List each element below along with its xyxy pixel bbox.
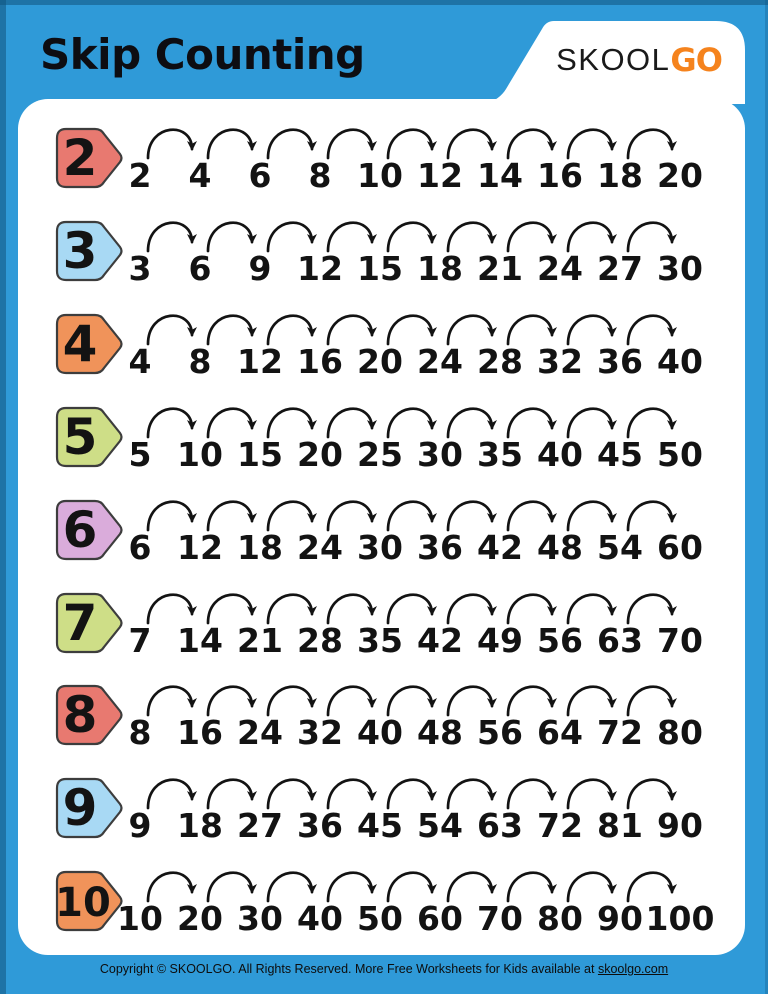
page-title: Skip Counting xyxy=(40,30,365,79)
skip-arrow xyxy=(148,130,192,158)
skip-arrow xyxy=(448,873,492,901)
skip-counting-row-8 xyxy=(18,684,745,756)
badge-number: 10 xyxy=(55,880,111,927)
logo-text-go: GO xyxy=(670,41,722,79)
sequence-number: 20 xyxy=(357,341,403,381)
sequence-number: 6 xyxy=(248,156,272,195)
skip-arrow xyxy=(208,223,252,251)
skip-arrow xyxy=(388,130,432,158)
skip-counting-row-4 xyxy=(18,313,745,385)
skip-arrow xyxy=(328,594,372,622)
skip-arrow xyxy=(328,408,372,436)
sequence-number: 49 xyxy=(477,620,523,660)
sequence-number: 32 xyxy=(537,341,583,381)
sequence-number: 20 xyxy=(297,434,343,474)
skip-arrow xyxy=(508,223,552,251)
sequence-number: 28 xyxy=(297,620,343,660)
skip-arrow xyxy=(328,501,372,529)
skip-arrow xyxy=(448,501,492,529)
number-sequence xyxy=(18,870,745,942)
skip-counting-row-9 xyxy=(18,777,745,849)
skip-arrow xyxy=(628,873,672,901)
skip-arrow xyxy=(568,780,612,808)
skip-arrow xyxy=(328,223,372,251)
sequence-number: 90 xyxy=(597,899,643,939)
skip-arrow xyxy=(148,501,192,529)
skip-arrow xyxy=(448,315,492,343)
skip-arrow xyxy=(628,223,672,251)
skip-arrow xyxy=(268,594,312,622)
sequence-number: 27 xyxy=(597,248,643,288)
sequence-number: 40 xyxy=(537,434,583,474)
number-sequence xyxy=(18,592,745,664)
skip-arrow xyxy=(388,687,432,715)
sequence-number: 32 xyxy=(297,713,343,753)
skip-arrow xyxy=(568,594,612,622)
skip-arrow xyxy=(568,501,612,529)
skip-arrow xyxy=(568,223,612,251)
skip-arrow xyxy=(448,687,492,715)
sequence-number: 70 xyxy=(477,899,523,939)
skip-arrow xyxy=(628,408,672,436)
sequence-number: 45 xyxy=(597,434,643,474)
skip-arrow xyxy=(148,315,192,343)
sequence-number: 20 xyxy=(657,156,703,195)
skip-arrow xyxy=(568,873,612,901)
skip-arrow xyxy=(508,130,552,158)
badge-number: 4 xyxy=(62,314,98,373)
sequence-number: 81 xyxy=(597,806,643,846)
sequence-number: 36 xyxy=(417,527,463,567)
skip-arrow xyxy=(568,687,612,715)
skip-arrow xyxy=(448,780,492,808)
skip-arrow xyxy=(268,873,312,901)
sequence-number: 80 xyxy=(657,713,703,753)
skip-arrow xyxy=(208,130,252,158)
skip-arrow xyxy=(148,780,192,808)
skip-arrow xyxy=(388,501,432,529)
sequence-number: 42 xyxy=(417,620,463,660)
sequence-number: 5 xyxy=(128,434,152,474)
number-sequence xyxy=(18,313,745,385)
skip-arrow xyxy=(448,223,492,251)
footer-link[interactable]: skoolgo.com xyxy=(597,962,669,976)
sequence-number: 4 xyxy=(128,341,152,381)
worksheet-panel xyxy=(18,99,745,955)
skip-arrow xyxy=(268,687,312,715)
sequence-number: 16 xyxy=(297,341,343,381)
skip-arrow xyxy=(208,873,252,901)
sequence-number: 6 xyxy=(188,248,212,288)
number-sequence xyxy=(18,127,745,199)
sequence-number: 56 xyxy=(477,713,523,753)
skip-arrow xyxy=(508,687,552,715)
skip-arrow xyxy=(508,780,552,808)
sequence-number: 72 xyxy=(597,713,643,753)
sequence-number: 30 xyxy=(657,248,703,288)
skip-arrow xyxy=(628,315,672,343)
sequence-number: 80 xyxy=(537,899,583,939)
sequence-number: 14 xyxy=(177,620,223,660)
number-sequence xyxy=(18,406,745,478)
skip-arrow xyxy=(388,873,432,901)
sequence-number: 18 xyxy=(417,248,463,288)
skip-arrow xyxy=(148,223,192,251)
skip-arrow xyxy=(628,501,672,529)
skip-arrow xyxy=(448,130,492,158)
skip-arrow xyxy=(628,130,672,158)
sequence-number: 21 xyxy=(237,620,283,660)
sequence-number: 12 xyxy=(177,527,223,567)
sequence-number: 40 xyxy=(657,341,703,381)
sequence-number: 9 xyxy=(248,248,272,288)
sequence-number: 14 xyxy=(477,156,523,195)
skip-arrow xyxy=(268,408,312,436)
skip-arrow xyxy=(148,687,192,715)
footer-text: Copyright © SKOOLGO. All Rights Reserved. More Free Worksheets for Kids available at xyxy=(99,962,598,976)
skip-arrow xyxy=(508,315,552,343)
skip-arrow xyxy=(388,223,432,251)
sequence-number: 3 xyxy=(128,248,152,288)
sequence-number: 28 xyxy=(477,341,523,381)
skip-arrow xyxy=(508,501,552,529)
sequence-number: 20 xyxy=(177,899,223,939)
sequence-number: 8 xyxy=(308,156,332,195)
sequence-number: 7 xyxy=(128,620,152,660)
skip-arrow xyxy=(148,408,192,436)
number-sequence xyxy=(18,777,745,849)
sequence-number: 35 xyxy=(357,620,403,660)
sequence-number: 12 xyxy=(417,156,463,195)
skip-arrow xyxy=(448,594,492,622)
skip-arrow xyxy=(208,501,252,529)
sequence-number: 54 xyxy=(417,806,463,846)
sequence-number: 25 xyxy=(357,434,403,474)
badge-number: 2 xyxy=(62,129,98,187)
skip-arrow xyxy=(508,873,552,901)
sequence-number: 72 xyxy=(537,806,583,846)
sequence-number: 100 xyxy=(645,899,715,939)
sequence-number: 10 xyxy=(177,434,223,474)
skip-arrow xyxy=(388,780,432,808)
sequence-number: 24 xyxy=(237,713,283,753)
sequence-number: 18 xyxy=(177,806,223,846)
sequence-number: 90 xyxy=(657,806,703,846)
skip-arrow xyxy=(628,687,672,715)
sequence-number: 50 xyxy=(357,899,403,939)
skip-counting-row-3 xyxy=(18,220,745,292)
sequence-number: 2 xyxy=(128,156,152,195)
sequence-number: 56 xyxy=(537,620,583,660)
sequence-number: 12 xyxy=(297,248,343,288)
sequence-number: 10 xyxy=(117,899,163,939)
sequence-number: 9 xyxy=(128,806,152,846)
sequence-number: 54 xyxy=(597,527,643,567)
skip-counting-row-7 xyxy=(18,592,745,664)
skip-arrow xyxy=(568,315,612,343)
sequence-number: 15 xyxy=(357,248,403,288)
sequence-number: 40 xyxy=(357,713,403,753)
sequence-number: 60 xyxy=(657,527,703,567)
sequence-number: 12 xyxy=(237,341,283,381)
skip-counting-row-2 xyxy=(18,127,745,199)
badge-number: 6 xyxy=(62,500,98,559)
skip-arrow xyxy=(568,130,612,158)
sequence-number: 36 xyxy=(297,806,343,846)
sequence-number: 50 xyxy=(657,434,703,474)
skip-arrow xyxy=(568,408,612,436)
skip-arrow xyxy=(388,315,432,343)
skip-arrow xyxy=(268,780,312,808)
skip-arrow xyxy=(328,780,372,808)
sequence-number: 36 xyxy=(597,341,643,381)
sequence-number: 30 xyxy=(417,434,463,474)
sequence-number: 15 xyxy=(237,434,283,474)
skip-arrow xyxy=(328,130,372,158)
sequence-number: 64 xyxy=(537,713,583,753)
skip-arrow xyxy=(208,780,252,808)
number-sequence xyxy=(18,499,745,571)
sequence-number: 21 xyxy=(477,248,523,288)
sequence-number: 16 xyxy=(177,713,223,753)
sequence-number: 8 xyxy=(188,341,212,381)
sequence-number: 30 xyxy=(357,527,403,567)
sequence-number: 63 xyxy=(597,620,643,660)
skip-arrow xyxy=(208,408,252,436)
sequence-number: 4 xyxy=(188,156,212,195)
skip-arrow xyxy=(388,408,432,436)
skip-arrow xyxy=(628,594,672,622)
sequence-number: 70 xyxy=(657,620,703,660)
skip-arrow xyxy=(328,687,372,715)
sequence-number: 60 xyxy=(417,899,463,939)
skip-arrow xyxy=(388,594,432,622)
sequence-number: 24 xyxy=(417,341,463,381)
skip-arrow xyxy=(628,780,672,808)
skip-arrow xyxy=(268,130,312,158)
sequence-number: 63 xyxy=(477,806,523,846)
sequence-number: 45 xyxy=(357,806,403,846)
badge-number: 7 xyxy=(62,593,98,652)
page-edge-left xyxy=(0,0,6,994)
skip-arrow xyxy=(268,315,312,343)
skip-arrow xyxy=(208,687,252,715)
skip-arrow xyxy=(508,594,552,622)
sequence-number: 6 xyxy=(128,527,152,567)
sequence-number: 27 xyxy=(237,806,283,846)
badge-number: 9 xyxy=(62,779,98,838)
skip-counting-row-6 xyxy=(18,499,745,571)
skip-arrow xyxy=(448,408,492,436)
sequence-number: 35 xyxy=(477,434,523,474)
skip-arrow xyxy=(328,873,372,901)
badge-number: 5 xyxy=(62,407,98,466)
skip-arrow xyxy=(508,408,552,436)
skip-arrow xyxy=(148,594,192,622)
skip-counting-row-5 xyxy=(18,406,745,478)
skip-arrow xyxy=(268,501,312,529)
sequence-number: 42 xyxy=(477,527,523,567)
skip-arrow xyxy=(148,873,192,901)
sequence-number: 40 xyxy=(297,899,343,939)
badge-number: 8 xyxy=(62,686,98,745)
sequence-number: 24 xyxy=(537,248,583,288)
skip-arrow xyxy=(208,315,252,343)
sequence-number: 48 xyxy=(417,713,463,753)
skip-arrow xyxy=(208,594,252,622)
sequence-number: 24 xyxy=(297,527,343,567)
skip-counting-row-10 xyxy=(18,870,745,942)
sequence-number: 18 xyxy=(237,527,283,567)
badge-number: 3 xyxy=(62,221,98,280)
sequence-number: 18 xyxy=(597,156,643,195)
skip-arrow xyxy=(268,223,312,251)
footer xyxy=(0,962,768,976)
skip-arrow xyxy=(328,315,372,343)
skoolgo-logo xyxy=(540,40,738,80)
number-sequence xyxy=(18,220,745,292)
sequence-number: 48 xyxy=(537,527,583,567)
sequence-number: 16 xyxy=(537,156,583,195)
page-edge-top xyxy=(0,0,768,5)
sequence-number: 8 xyxy=(128,713,152,753)
logo-text-skool: SKOOL xyxy=(556,42,671,77)
sequence-number: 30 xyxy=(237,899,283,939)
sequence-number: 10 xyxy=(357,156,403,195)
number-sequence xyxy=(18,684,745,756)
